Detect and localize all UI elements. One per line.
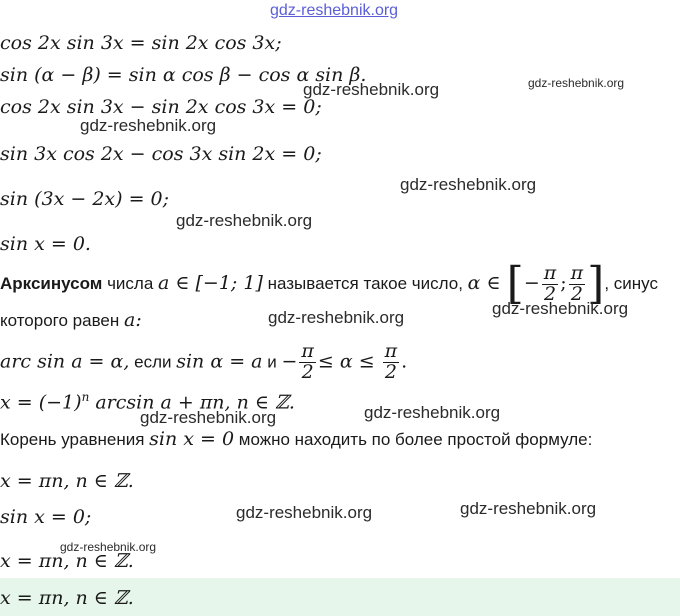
definition-line-2: которого равен a: — [0, 309, 142, 331]
watermark: gdz-reshebnik.org — [60, 540, 157, 554]
equation-line-4: sin 3x cos 2x − cos 3x sin 2x = 0; — [0, 143, 322, 165]
watermark: gdz-reshebnik.org — [400, 175, 537, 194]
equation-line-5: sin (3x − 2x) = 0; — [0, 188, 170, 210]
fraction-pi-over-2: $\frac{\pi}{2}$ — [384, 340, 398, 383]
equation-line-6: sin x = 0. — [0, 233, 91, 255]
general-solution-formula: $x = (-1)^n$ arcsin a + πn, n ∈ ℤ. — [0, 390, 295, 414]
site-watermark-link[interactable]: gdz-reshebnik.org — [270, 2, 399, 19]
simpler-formula-text: Корень уравнения sin x = 0 можно находить по более простой формуле: — [0, 428, 593, 450]
arcsin-condition: arc sin a = α, если sin α = a и − $\frac{\pi}{2}$ ≤ α ≤ $\frac{\pi}{2}$ . — [0, 340, 408, 383]
watermark: gdz-reshebnik.org — [176, 211, 313, 230]
watermark: gdz-reshebnik.org — [364, 403, 501, 422]
sine-difference-formula: sin (α − β) = sin α cos β − cos α sin β. — [0, 64, 367, 86]
watermark: gdz-reshebnik.org — [528, 76, 625, 90]
formula-x-pi-n: x = πn, n ∈ ℤ. — [0, 470, 134, 492]
watermark: gdz-reshebnik.org — [460, 499, 597, 518]
watermark: gdz-reshebnik.org — [268, 308, 405, 327]
watermark: gdz-reshebnik.org — [303, 80, 440, 99]
watermark: gdz-reshebnik.org — [492, 299, 629, 318]
final-answer: x = πn, n ∈ ℤ. — [0, 587, 134, 609]
equation-sin-x-zero: sin x = 0; — [0, 506, 92, 528]
watermark: gdz-reshebnik.org — [140, 408, 277, 427]
equation-line-1: cos 2x sin 3x = sin 2x cos 3x; — [0, 32, 282, 54]
watermark: gdz-reshebnik.org — [80, 116, 217, 135]
definition-term: Арксинусом — [0, 274, 103, 293]
watermark: gdz-reshebnik.org — [236, 503, 373, 522]
solution-line: x = πn, n ∈ ℤ. — [0, 550, 134, 572]
fraction-pi-over-2: $\frac{\pi}{2}$ — [570, 261, 584, 305]
arcsine-definition: Арксинусом числа a ∈ [−1; 1] называется такое число, α ∈ [− $\frac{\pi}{2}$ ; $\frac{\pi}{2}$ ], синус — [0, 258, 658, 309]
equation-line-3: cos 2x sin 3x − sin 2x cos 3x = 0; — [0, 96, 322, 118]
fraction-pi-over-2: $\frac{\pi}{2}$ — [301, 340, 314, 383]
fraction-pi-over-2: $\frac{\pi}{2}$ — [543, 261, 557, 305]
